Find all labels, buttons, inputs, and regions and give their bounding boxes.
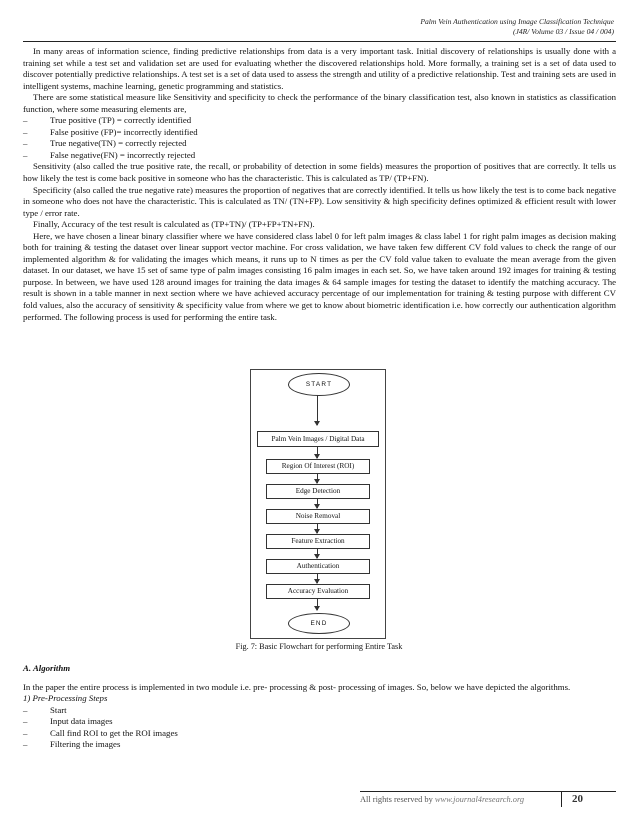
flowchart-figure [250,369,386,639]
flow-step-noise: Noise Removal [266,509,370,524]
body-text [23,46,616,323]
header-volume: (J4R/ Volume 03 / Issue 04 / 004) [512,27,614,36]
running-header [420,17,614,37]
paragraph-specificity: Specificity (also called the true negative rate) measures the proportion of negatives that are correctly identified. It tells us how likely the test is to come back negative in someone who does not have the characteristic. This is calculated as TN/ (TN+FP). Low sensitivity & high specificity defines optimized & efficient result with lower type / error rate. [23,184,616,218]
footer-copyright [360,795,524,804]
algorithm-text [23,682,616,750]
header-rule [23,41,616,42]
flow-step-roi: Region Of Interest (ROI) [266,459,370,474]
list-dash: – [23,126,28,137]
figure-caption: Fig. 7: Basic Flowchart for performing Entire Task [235,642,403,651]
list-dash: – [23,716,28,727]
list-dash: – [23,149,28,160]
flow-step-auth: Authentication [266,559,370,574]
list-item [23,728,616,739]
subheading-preprocessing: 1) Pre-Processing Steps [23,693,108,704]
measure-tp: True positive (TP) = correctly identified [50,115,192,126]
list-dash: – [23,138,28,149]
flow-arrow [317,548,318,558]
flow-arrow [317,498,318,508]
list-item [23,127,616,139]
page-number-divider [561,791,562,807]
step-start: Start [50,704,67,715]
step-filter: Filtering the images [50,739,121,750]
list-item [23,115,616,127]
list-dash: – [23,704,28,715]
list-dash: – [23,727,28,738]
paragraph-accuracy: Finally, Accuracy of the test result is calculated as (TP+TN)/ (TP+FP+TN+FN). [33,219,315,230]
footer-url[interactable]: www.journal4research.org [434,795,525,804]
flow-step-edge: Edge Detection [266,484,370,499]
flow-step-accuracy: Accuracy Evaluation [266,584,370,599]
list-item [23,150,616,162]
flow-start-node: START [288,373,350,396]
algorithm-intro: In the paper the entire process is implemented in two module i.e. pre- processing & post- processing of images. So, below we have depicted the algorithms. [23,682,571,692]
flow-step-input: Palm Vein Images / Digital Data [257,431,379,447]
footer-rule [360,791,616,792]
header-title: Palm Vein Authentication using Image Classification Technique [420,17,614,26]
list-item [23,705,616,716]
flow-step-feature: Feature Extraction [266,534,370,549]
page-number: 20 [572,793,583,805]
paragraph-classifier: Here, we have chosen a linear binary classifier where we have considered class label 0 for left palm images & class label 1 for right palm images as decision making both for training & testing the dataset over linear support vector machine. For cross validation, we have taken few different CV fold values to check the range of our implemented algorithm & for validating the images which means, it runs up to N times as per the CV fold value taken to evaluate the mean average from the given dataset. In our dataset, we have 15 set of same type of palm images consisting 16 palm images in each set. So, we have taken around 192 images for training & testing purpose. In between, we have used 128 around images for training the data images & 64 sample images for testing the dataset to identify the matching accuracy. The result is shown in a table manner in next section where we have achieved accuracy percentage of our implementation for training & testing purpose with different CV fold values, also the accuracy of sensitivity & specificity value from where we get to know about biometric identification i.e. how correctly our authentication algorithm performed. The following process is used for performing the entire task. [23,230,616,322]
step-roi: Call find ROI to get the ROI images [50,727,178,738]
measure-fn: False negative(FN) = incorrectly rejected [50,149,196,160]
section-heading: A. Algorithm [23,663,71,673]
list-item [23,716,616,727]
paragraph-sensitivity: Sensitivity (also called the true positive rate, the recall, or probability of detection in some fields) measures the proportion of positives that are correctly. It tells us how likely the test is come back positive in someone who has the characteristic. This is calculated as TP/ (TP+FN). [23,161,616,184]
flow-arrow [317,598,318,610]
flow-arrow [317,523,318,533]
list-item [23,739,616,750]
list-dash: – [23,739,28,750]
list-item [23,138,616,150]
measure-fp: False positive (FP)= incorrectly identified [50,126,198,137]
flow-arrow [317,473,318,483]
list-dash: – [23,115,28,126]
flow-arrow [317,573,318,583]
flow-end-node: END [288,613,350,634]
footer-prefix: All rights reserved by [360,795,435,804]
flow-arrow [317,446,318,458]
paragraph-training-sets: In many areas of information science, finding predictive relationships from data is a very important task. Initial discovery of relationships is usually done with a training set while a test set and validation set are used for evaluating whether the discovered relationships hold. More formally, a training set is a set of data used to discover potentially predictive relationships. A test set is a set of data used to assess the strength and utility of a predictive relationship. Test and training sets are used in intelligent systems, machine learning, genetic programming and statistics. [23,46,616,91]
step-input: Input data images [50,716,113,727]
flow-arrow [317,395,318,425]
measure-tn: True negative(TN) = correctly rejected [50,138,187,149]
paragraph-statistical-measures: There are some statistical measure like Sensitivity and specificity to check the performance of the binary classification test, also known in statistics as classification function, where some measuring elements are, [23,92,616,114]
